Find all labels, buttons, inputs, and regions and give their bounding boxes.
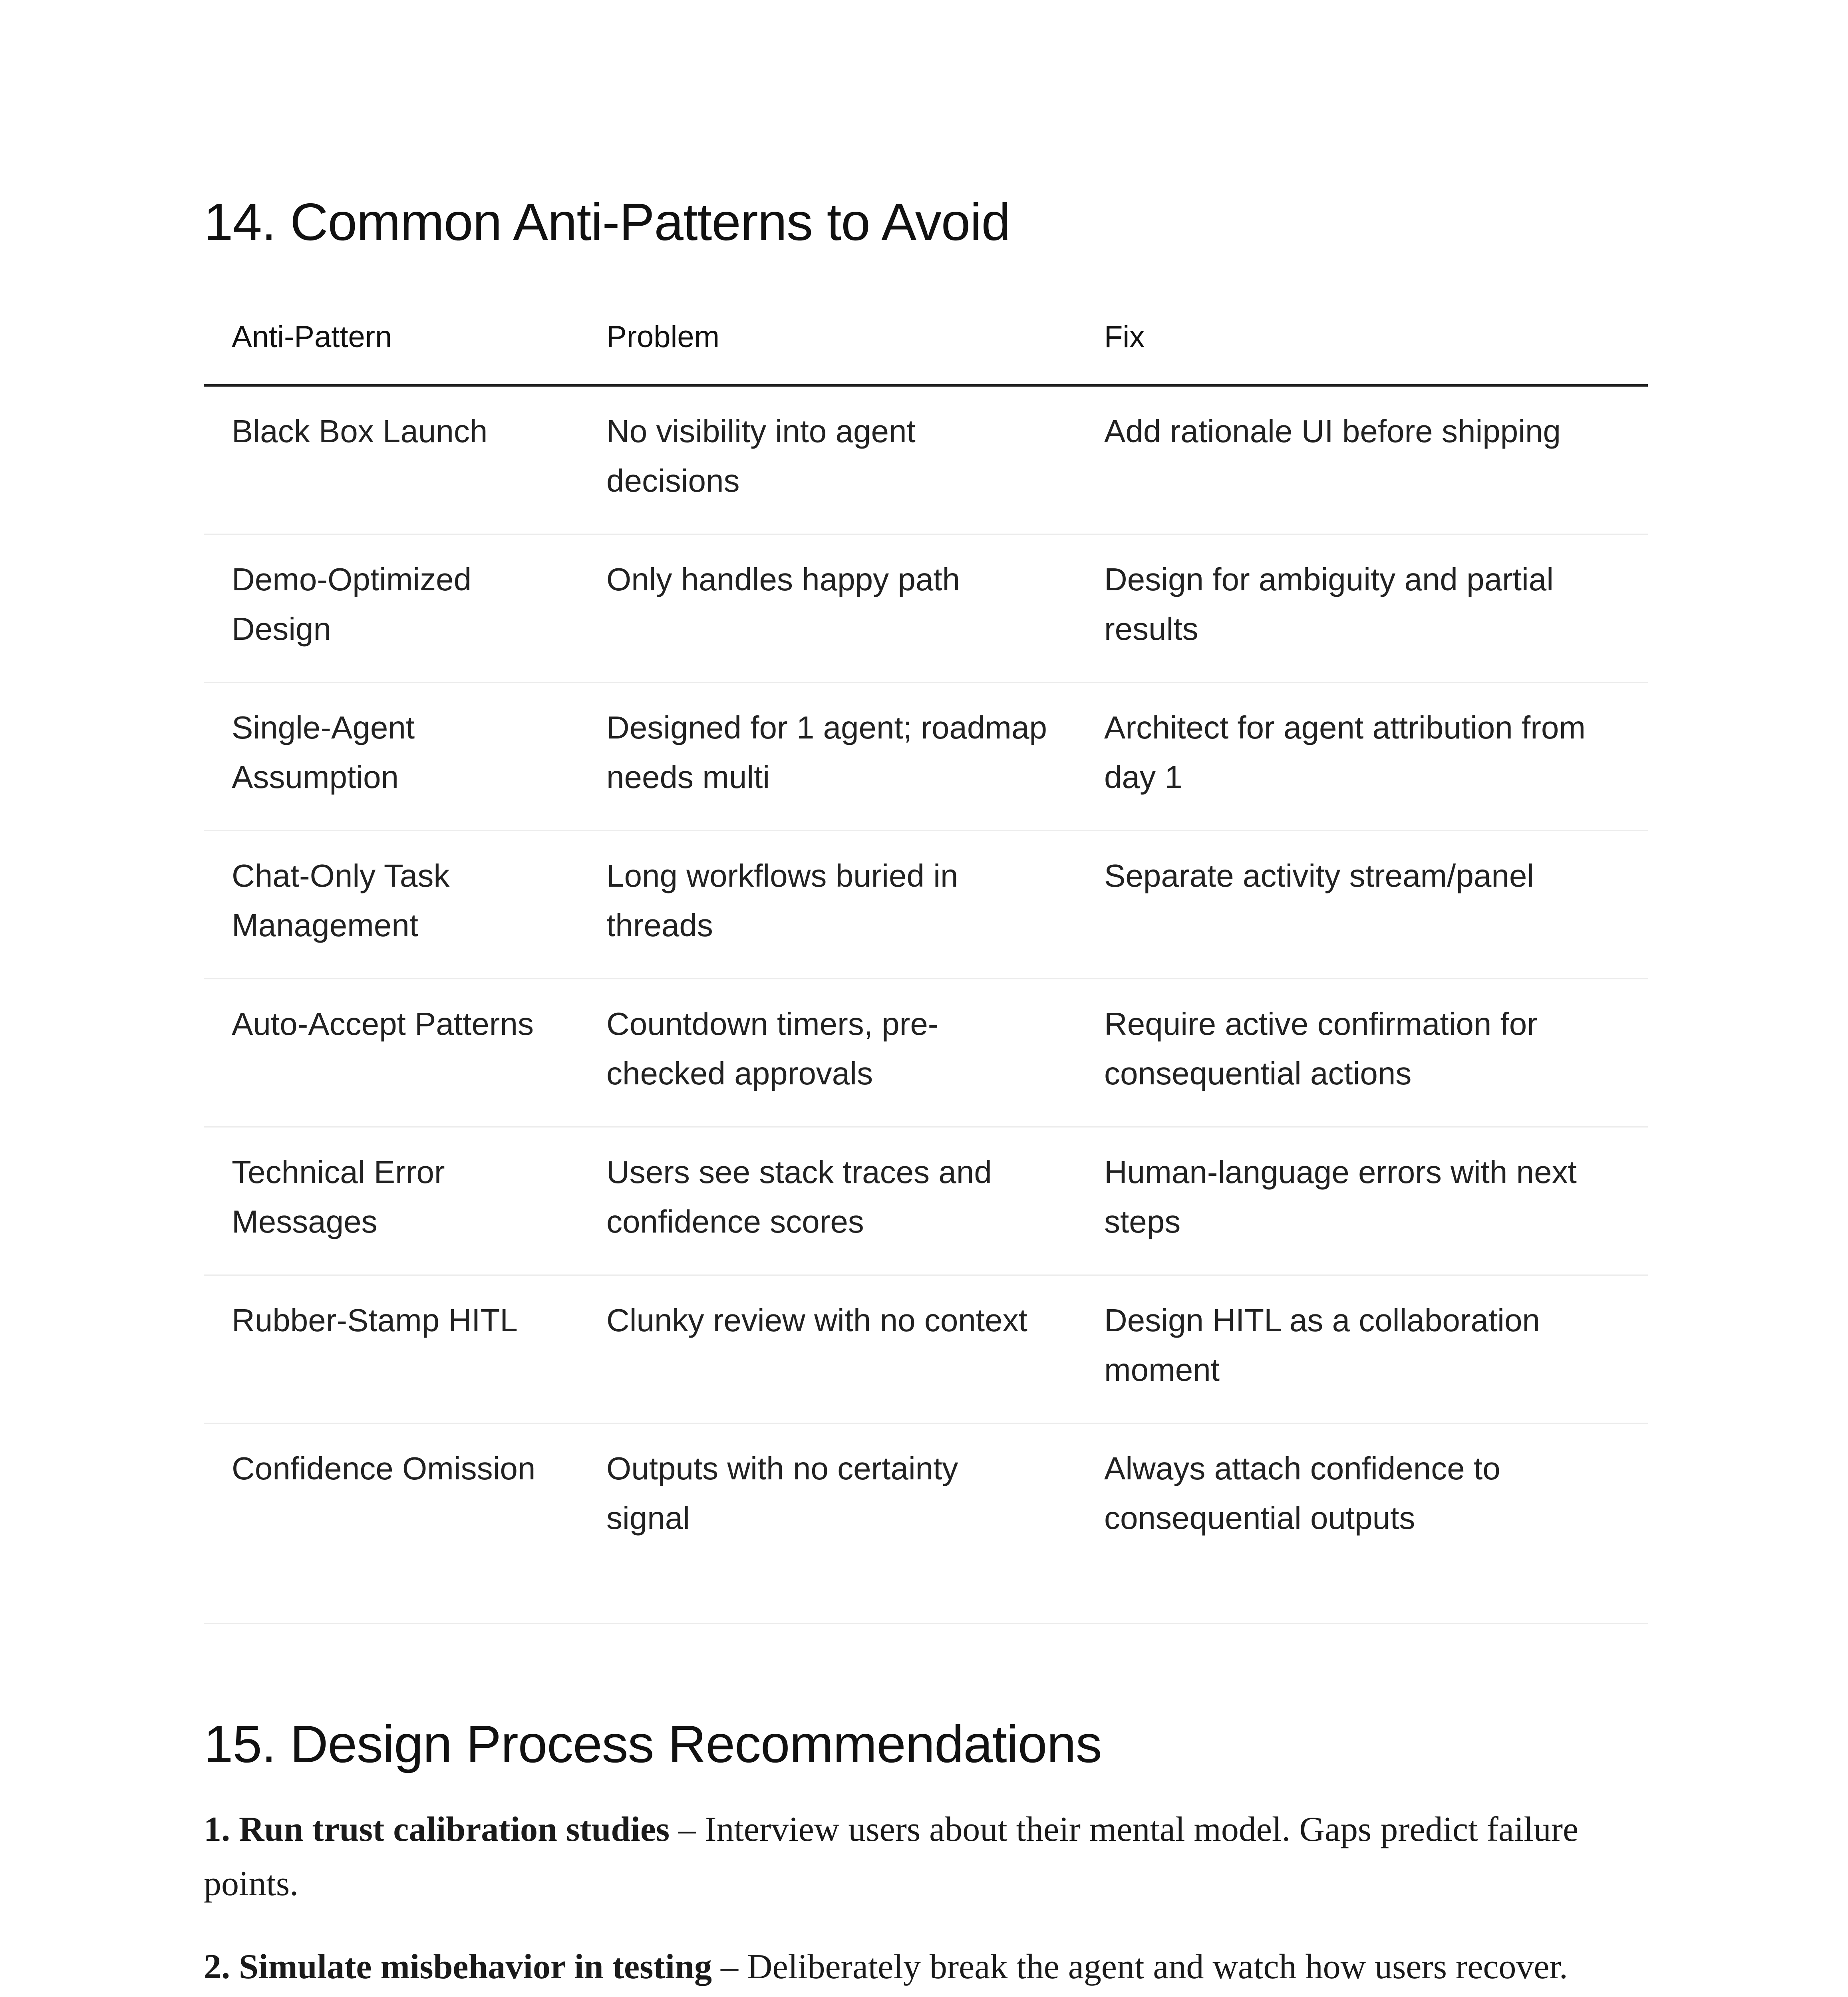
cell-problem: Outputs with no certainty signal — [606, 1450, 958, 1536]
cell-anti-pattern: Rubber-Stamp HITL — [204, 1275, 578, 1423]
recommendation-1-text: – Interview users about their mental model. Gaps predict failure points. — [204, 1810, 1579, 1903]
recommendation-1 — [204, 1802, 1648, 1911]
cell-fix: Require active confirmation for consequential actions — [1076, 979, 1648, 1127]
cell-fix: Always attach confidence to consequential outputs — [1104, 1450, 1500, 1536]
table-row — [204, 385, 1648, 534]
section-15-title: 15. Design Process Recommendations — [204, 1714, 1102, 1773]
recommendation-2 — [204, 1940, 1648, 1994]
cell-problem: Countdown timers, pre-checked approvals — [578, 979, 1076, 1127]
section-14-title: 14. Common Anti-Patterns to Avoid — [204, 193, 1010, 251]
cell-fix: Separate activity stream/panel — [1076, 830, 1648, 979]
cell-fix: Design for ambiguity and partial results — [1076, 534, 1648, 682]
cell-problem: No visibility into agent decisions — [578, 385, 1076, 534]
cell-problem: Designed for 1 agent; roadmap needs multi — [578, 682, 1076, 830]
section-anti-patterns — [204, 192, 1648, 1623]
recommendation-1-heading: 1. Run trust calibration studies — [204, 1810, 670, 1849]
cell-problem: Long workflows buried in threads — [578, 830, 1076, 979]
table-row — [204, 682, 1648, 830]
table-row — [204, 830, 1648, 979]
column-header-anti-pattern: Anti-Pattern — [204, 312, 578, 385]
cell-anti-pattern: Auto-Accept Patterns — [204, 979, 578, 1127]
cell-fix: Human-language errors with next steps — [1076, 1127, 1648, 1275]
table-row — [204, 1275, 1648, 1423]
section-divider — [204, 1623, 1648, 1624]
table-row — [204, 1423, 1648, 1623]
recommendation-2-text: – Deliberately break the agent and watch how users recover. — [712, 1947, 1568, 1986]
cell-problem: Only handles happy path — [578, 534, 1076, 682]
document-page — [204, 192, 1648, 1997]
cell-fix: Architect for agent attribution from day 1 — [1076, 682, 1648, 830]
cell-anti-pattern: Demo-Optimized Design — [204, 534, 578, 682]
anti-patterns-table — [204, 312, 1648, 1623]
cell-fix: Design HITL as a collaboration moment — [1076, 1275, 1648, 1423]
cell-anti-pattern: Confidence Omission — [232, 1450, 536, 1486]
cell-fix: Add rationale UI before shipping — [1076, 385, 1648, 534]
section-design-process — [204, 1714, 1648, 1997]
table-row — [204, 1127, 1648, 1275]
table-row — [204, 979, 1648, 1127]
cell-problem: Clunky review with no context — [578, 1275, 1076, 1423]
cell-anti-pattern: Black Box Launch — [204, 385, 578, 534]
table-header-row — [204, 312, 1648, 385]
cell-anti-pattern: Technical Error Messages — [204, 1127, 578, 1275]
table-row — [204, 534, 1648, 682]
column-header-problem: Problem — [578, 312, 1076, 385]
column-header-fix: Fix — [1076, 312, 1648, 385]
cell-problem: Users see stack traces and confidence scores — [578, 1127, 1076, 1275]
cell-anti-pattern: Chat-Only Task Management — [204, 830, 578, 979]
recommendation-2-heading: 2. Simulate misbehavior in testing — [204, 1947, 712, 1986]
cell-anti-pattern: Single-Agent Assumption — [204, 682, 578, 830]
